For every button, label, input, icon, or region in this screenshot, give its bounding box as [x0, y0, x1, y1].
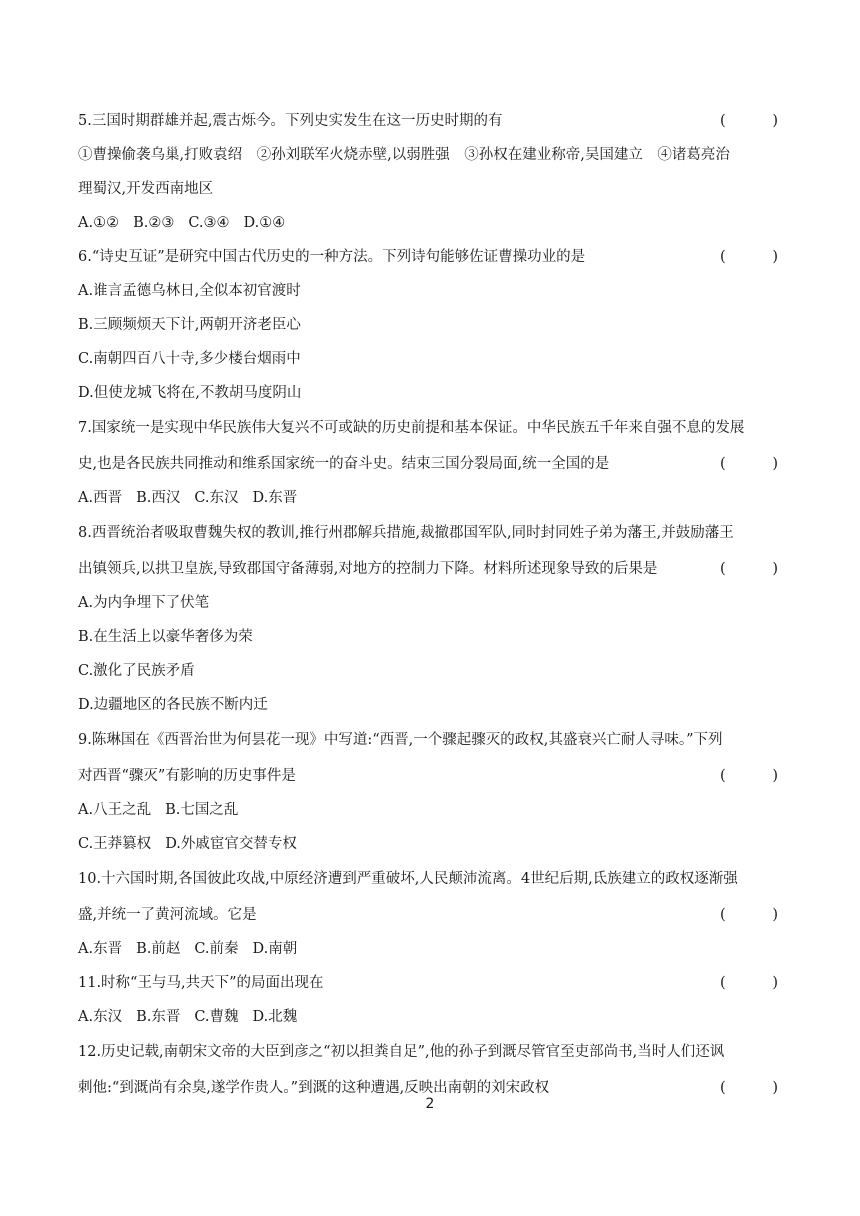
question-text: 史,也是各民族共同推动和维系国家统一的奋斗史。结束三国分裂局面,统一全国的是 — [78, 456, 610, 472]
answer-bracket: ( ) — [720, 561, 778, 577]
question-text: 9.陈琳国在《西晋治世为何昙花一现》中写道:“西晋,一个骤起骤灭的政权,其盛衰兴亡耐人寻味。”下列 — [78, 732, 723, 748]
question-10-options — [78, 932, 778, 966]
question-7-stem-line-2 — [78, 447, 778, 481]
option-a: A.八王之乱 — [78, 802, 152, 818]
question-text: 理蜀汉,开发西南地区 — [78, 181, 214, 197]
option-c: C.南朝四百八十寺,多少楼台烟雨中 — [78, 351, 301, 367]
option-d: D.东晋 — [252, 490, 298, 506]
question-text: 10.十六国时期,各国彼此攻战,中原经济遭到严重破坏,人民颠沛流离。4世纪后期,氐族建立的政权逐渐强 — [78, 871, 738, 887]
question-text: 刺他:“到溉尚有余臭,遂学作贵人。”到溉的这种遭遇,反映出南朝的刘宋政权 — [78, 1080, 550, 1096]
option-b: B.前赵 — [136, 941, 181, 957]
question-6-stem — [78, 240, 778, 274]
option-c: C.曹魏 — [194, 1009, 239, 1025]
answer-bracket: ( ) — [720, 975, 778, 991]
answer-bracket: ( ) — [720, 456, 778, 472]
question-text: 对西晋“骤灭”有影响的历史事件是 — [78, 768, 296, 784]
answer-bracket: ( ) — [720, 907, 778, 923]
question-list — [78, 104, 778, 1105]
question-text: 出镇领兵,以拱卫皇族,导致郡国守备薄弱,对地方的控制力下降。材料所述现象导致的后果是 — [78, 561, 658, 577]
question-9-options-row-1 — [78, 793, 778, 827]
option-a: A.为内争埋下了伏笔 — [78, 595, 210, 611]
answer-bracket: ( ) — [720, 768, 778, 784]
question-11-stem — [78, 966, 778, 1000]
option-c: C.激化了民族矛盾 — [78, 663, 195, 679]
option-b: B.东晋 — [136, 1009, 181, 1025]
question-text: 5.三国时期群雄并起,震古烁今。下列史实发生在这一历史时期的有 — [78, 113, 503, 129]
option-d: D.边疆地区的各民族不断内迁 — [78, 697, 268, 713]
question-9-options-row-2 — [78, 827, 778, 861]
option-c: C.前秦 — [194, 941, 239, 957]
question-5-stem — [78, 104, 778, 138]
option-b: B.七国之乱 — [165, 802, 239, 818]
question-text: 11.时称“王与马,共天下”的局面出现在 — [78, 975, 324, 991]
question-5-options — [78, 206, 778, 240]
option-a: A.谁言孟德乌林日,全似本初官渡时 — [78, 283, 301, 299]
question-11-options — [78, 1000, 778, 1034]
question-7-options — [78, 481, 778, 515]
question-7-stem-line-1 — [78, 410, 778, 447]
question-9-stem-line-1 — [78, 722, 778, 759]
option-b: B.在生活上以豪华奢侈为荣 — [78, 629, 253, 645]
option-c: C.王莽篡权 — [78, 836, 152, 852]
option-c: C.③④ — [188, 215, 230, 231]
question-8-stem-line-1 — [78, 515, 778, 552]
option-b: B.西汉 — [136, 490, 181, 506]
option-d: D.但使龙城飞将在,不教胡马度阴山 — [78, 385, 302, 401]
question-text: 12.历史记载,南朝宋文帝的大臣到彦之“初以担粪自足”,他的孙子到溉尽管官至吏部尚书,当时人们还讽 — [78, 1044, 725, 1060]
question-12-stem-line-1 — [78, 1034, 778, 1071]
question-text: 6.“诗史互证”是研究中国古代历史的一种方法。下列诗句能够佐证曹操功业的是 — [78, 249, 586, 265]
option-b: B.②③ — [133, 215, 175, 231]
question-10-stem-line-1 — [78, 861, 778, 898]
option-a: A.东晋 — [78, 941, 123, 957]
question-8-stem-line-2 — [78, 552, 778, 586]
question-5-items-line-1 — [78, 138, 778, 172]
option-d: D.南朝 — [252, 941, 298, 957]
answer-bracket: ( ) — [720, 1080, 778, 1096]
option-a: A.西晋 — [78, 490, 123, 506]
question-9-stem-line-2 — [78, 759, 778, 793]
option-c: C.东汉 — [194, 490, 239, 506]
question-text: 盛,并统一了黄河流域。它是 — [78, 907, 257, 923]
page-number: 2 — [425, 1096, 435, 1112]
question-10-stem-line-2 — [78, 898, 778, 932]
option-b: B.三顾频烦天下计,两朝开济老臣心 — [78, 317, 301, 333]
question-text: 8.西晋统治者吸取曹魏失权的教训,推行州郡解兵措施,裁撤郡国军队,同时封同姓子弟为藩王,并鼓励藩王 — [78, 525, 734, 541]
question-text: ①曹操偷袭乌巢,打败袁绍 ②孙刘联军火烧赤壁,以弱胜强 ③孙权在建业称帝,吴国建立 ④诸葛亮治 — [78, 147, 730, 163]
option-d: D.北魏 — [252, 1009, 298, 1025]
option-a: A.东汉 — [78, 1009, 123, 1025]
answer-bracket: ( ) — [720, 113, 778, 129]
question-text: 7.国家统一是实现中华民族伟大复兴不可或缺的历史前提和基本保证。中华民族五千年来自强不息的发展 — [78, 420, 745, 436]
answer-bracket: ( ) — [720, 249, 778, 265]
question-5-items-line-2 — [78, 172, 778, 206]
option-d: D.①④ — [243, 215, 286, 231]
option-a: A.①② — [78, 215, 120, 231]
option-d: D.外戚宦官交替专权 — [165, 836, 297, 852]
